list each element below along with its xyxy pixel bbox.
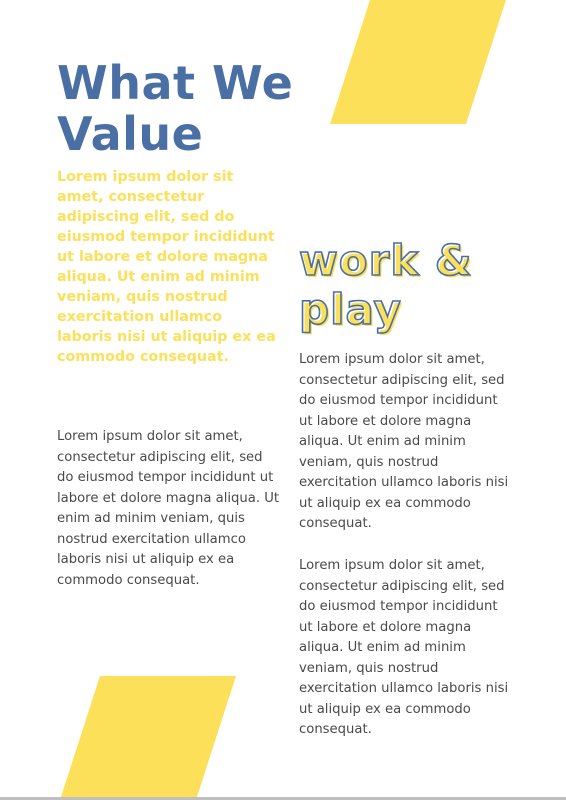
body-paragraph-right-2: Lorem ipsum dolor sit amet, consectetur adipiscing elit, sed do eiusmod tempor incididunt ut labore et dolore magna aliqua. Ut enim ad minim veniam, quis nostrud exercitation ullamco laboris nisi ut aliquip ex ea commodo consequat. xyxy=(299,558,509,737)
yellow-parallelogram-bottom-shape xyxy=(60,676,236,800)
page-title-line-2: Value xyxy=(57,107,204,161)
yellow-parallelogram-top-shape xyxy=(330,0,506,124)
outline-heading-line-2: play xyxy=(299,285,402,334)
page-title xyxy=(57,58,317,160)
outline-heading xyxy=(299,236,529,334)
page-title-line-1: What We xyxy=(57,56,294,110)
outline-heading-line-1: work & xyxy=(299,236,473,285)
body-paragraph-left: Lorem ipsum dolor sit amet, consectetur adipiscing elit, sed do eiusmod tempor incididunt ut labore et dolore magna aliqua. Ut enim ad minim veniam, quis nostrud exercitation ullamco laboris nisi ut aliquip ex ea commodo consequat. xyxy=(57,429,280,588)
body-paragraph-right-1: Lorem ipsum dolor sit amet, consectetur adipiscing elit, sed do eiusmod tempor incididunt ut labore et dolore magna aliqua. Ut enim ad minim veniam, quis nostrud exercitation ullamco laboris nisi ut aliquip ex ea commodo consequat. xyxy=(299,352,509,531)
yellow-parallelogram-bottom xyxy=(60,676,236,800)
lead-paragraph: Lorem ipsum dolor sit amet, consectetur adipiscing elit, sed do eiusmod tempor incididunt ut labore et dolore magna aliqua. Ut enim ad minim veniam, quis nostrud exercitation ullamco laboris nisi ut aliquip ex ea commodo consequat. xyxy=(57,169,276,365)
yellow-parallelogram-top xyxy=(330,0,506,124)
